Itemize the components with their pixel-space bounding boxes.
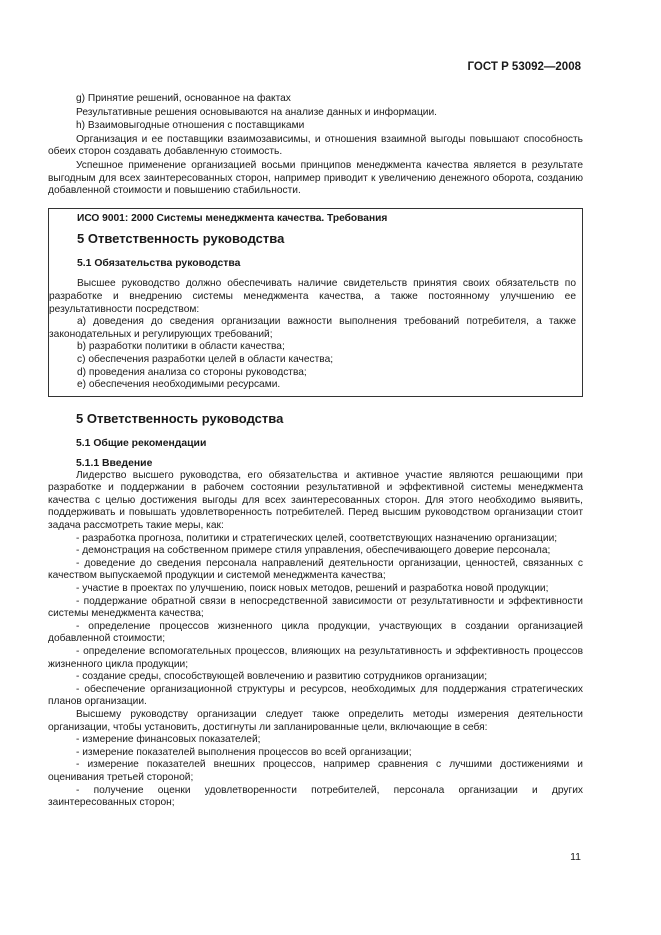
subsection-title: 5.1 Общие рекомендации xyxy=(76,437,207,449)
iso-list-item-d: d) проведения анализа со стороны руководства; xyxy=(77,366,307,378)
list-item: - измерение показателей внешних процессов, например сравнения с лучшими достижениями и оценивания третьей стороной; xyxy=(48,759,583,783)
list-item: - поддержание обратной связи в непосредственной зависимости от результативности и эффективности системы менеджмента качества; xyxy=(48,595,583,620)
section-title: 5 Ответственность руководства xyxy=(76,410,284,426)
list-item: - доведение до сведения персонала направлений деятельности организации, ценностей, связанных с качеством выпускаемой продукции и системой менеджмента качества; xyxy=(48,557,583,582)
list-item: - участие в проектах по улучшению, поиск новых методов, решений и разработка новой продукции; xyxy=(76,583,549,595)
list-item: - определение процессов жизненного цикла продукции, участвующих в создании организацией добавленной стоимости; xyxy=(48,620,583,645)
iso-list-item-b: b) разработки политики в области качества; xyxy=(77,341,285,353)
intro-paragraph: Успешное применение организацией восьми принципов менеджмента качества является в результате выгодным для всех заинтересованных сторон, например приводит к увеличению денежного оборота, созданию добавленной стоимости и повышению стабильности. xyxy=(48,159,583,197)
iso-list-item-a: a) доведения до сведения организации важности выполнения требований потребителя, а также законодательных и регулирующих требований; xyxy=(49,316,576,340)
document-code: ГОСТ Р 53092—2008 xyxy=(467,61,581,73)
iso-subsection-title: 5.1 Обязательства руководства xyxy=(77,258,241,270)
iso-list-item-c: c) обеспечения разработки целей в области качества; xyxy=(77,353,334,365)
intro-heading-g: g) Принятие решений, основанное на фактах xyxy=(76,93,291,104)
list-item: - создание среды, способствующей вовлечению и развитию сотрудников организации; xyxy=(76,671,488,683)
subsubsection-title: 5.1.1 Введение xyxy=(76,457,153,469)
list-item: - измерение показателей выполнения процессов во всей организации; xyxy=(76,746,412,758)
main-paragraph: Лидерство высшего руководства, его обязательства и активное участие являются решающими при разработке и поддержании в рабочем состоянии результативной и эффективной системы менеджмента качества с целью достижения выгоды для всех заинтересованных сторон. Для этого необходимо выявить, поддерживать и повышать удовлетворенность потребителей. Перед высшим руководством организации стоит задача рассмотреть такие меры, как: xyxy=(48,469,583,532)
main-paragraph: Высшему руководству организации следует также определить методы измерения деятельности организации, чтобы установить, достигнуты ли запланированные цели, включающие в себя: xyxy=(48,708,583,733)
list-item: - измерение финансовых показателей; xyxy=(76,734,261,746)
intro-heading-h: h) Взаимовыгодные отношения с поставщиками xyxy=(76,120,305,132)
iso-section-title: 5 Ответственность руководства xyxy=(77,231,285,247)
intro-paragraph: Организация и ее поставщики взаимозависимы, и отношения взаимной выгоды повышают способность обеих сторон создавать добавленную стоимость. xyxy=(48,133,583,158)
list-item: - определение вспомогательных процессов, влияющих на результативность и эффективность процессов жизненного цикла продукции; xyxy=(48,646,583,670)
list-item: - получение оценки удовлетворенности потребителей, персонала организации и других заинтересованных сторон; xyxy=(48,784,583,809)
iso-box-title: ИСО 9001: 2000 Системы менеджмента качества. Требования xyxy=(77,212,388,224)
iso-paragraph: Высшее руководство должно обеспечивать наличие свидетельств принятия своих обязательств по разработке и внедрению системы менеджмента качества, а также постоянному улучшению ее результативности посредством: xyxy=(49,278,576,315)
iso-requirements-box xyxy=(48,208,583,397)
list-item: - демонстрация на собственном примере стиля управления, обеспечивающего доверие персонала; xyxy=(76,545,551,557)
page-content xyxy=(48,93,583,810)
page-number: 11 xyxy=(570,851,581,863)
list-item: - разработка прогноза, политики и стратегических целей, соответствующих назначению организации; xyxy=(76,532,558,544)
intro-paragraph: Результативные решения основываются на анализе данных и информации. xyxy=(76,106,438,118)
list-item: - обеспечение организационной структуры и ресурсов, необходимых для поддержания стратегических планов организации. xyxy=(48,683,583,708)
iso-list-item-e: e) обеспечения необходимыми ресурсами. xyxy=(77,379,281,391)
